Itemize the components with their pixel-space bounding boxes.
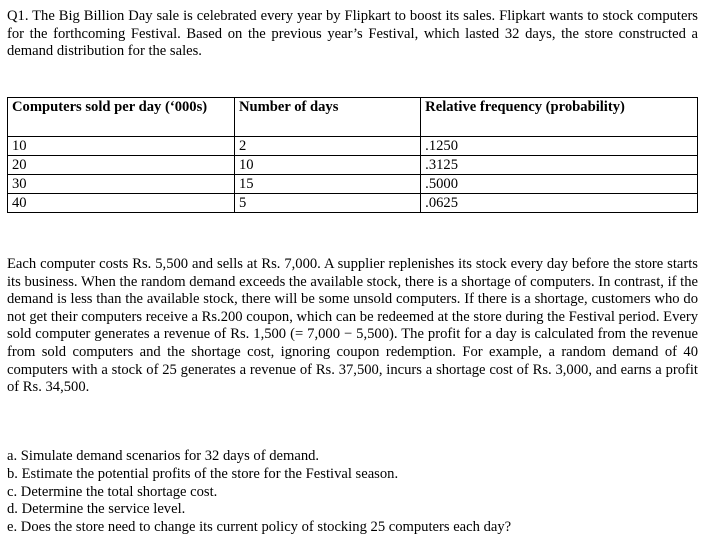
cell-relative-frequency: .1250 bbox=[421, 137, 698, 156]
problem-description: Each computer costs Rs. 5,500 and sells at Rs. 7,000. A supplier replenishes its stock every day before the store starts its business. When the random demand exceeds the available stock, there is a shortage of computers. In contrast, if the demand is less than the available stock, there will be some unsold computers. If there is a shortage, customers who do not get their computers receive a Rs.200 coupon, which can be redeemed at the store during the Festival period. Every sold computer generates a revenue of Rs. 1,500 (= 7,000 − 5,500). The profit for a day is calculated from the revenue from sold computers and the shortage cost, ignoring coupon redemption. For example, a random demand of 40 computers with a stock of 25 generates a revenue of Rs. 37,500, incurs a shortage cost of Rs. 3,000, and earns a profit of Rs. 34,500. bbox=[7, 256, 698, 396]
task-item-a: a. Simulate demand scenarios for 32 days of demand. bbox=[7, 448, 320, 464]
task-item-d: d. Determine the service level. bbox=[7, 501, 186, 518]
task-item-b: b. Estimate the potential profits of the store for the Festival season. bbox=[7, 465, 399, 482]
task-list bbox=[7, 448, 698, 537]
table-row bbox=[8, 137, 698, 156]
table-row bbox=[8, 194, 698, 213]
demand-distribution-table bbox=[7, 97, 698, 213]
cell-number-of-days: 15 bbox=[234, 175, 420, 194]
question-intro: Q1. The Big Billion Day sale is celebrated every year by Flipkart to boost its sales. Flipkart wants to stock computers for the forthcoming Festival. Based on the previous year’s Festival, which lasted 32 days, the store constructed a demand distribution for the sales. bbox=[7, 8, 698, 60]
cell-number-of-days: 10 bbox=[234, 156, 420, 175]
table-row bbox=[8, 175, 698, 194]
task-item-c: c. Determine the total shortage cost. bbox=[7, 483, 218, 500]
cell-computers-sold: 10 bbox=[8, 137, 235, 156]
task-item-e: e. Does the store need to change its current policy of stocking 25 computers each day? bbox=[7, 519, 512, 536]
cell-computers-sold: 20 bbox=[8, 156, 235, 175]
cell-relative-frequency: .3125 bbox=[421, 156, 698, 175]
header-number-of-days: Number of days bbox=[234, 98, 420, 137]
cell-relative-frequency: .0625 bbox=[421, 194, 698, 213]
cell-relative-frequency: .5000 bbox=[421, 175, 698, 194]
cell-number-of-days: 2 bbox=[234, 137, 420, 156]
cell-computers-sold: 40 bbox=[8, 194, 235, 213]
document-page bbox=[7, 8, 698, 61]
cell-computers-sold: 30 bbox=[8, 175, 235, 194]
header-computers-sold: Computers sold per day (‘000s) bbox=[8, 98, 235, 137]
cell-number-of-days: 5 bbox=[234, 194, 420, 213]
header-relative-frequency: Relative frequency (probability) bbox=[421, 98, 698, 137]
table-row bbox=[8, 156, 698, 175]
table-header-row bbox=[8, 98, 698, 137]
